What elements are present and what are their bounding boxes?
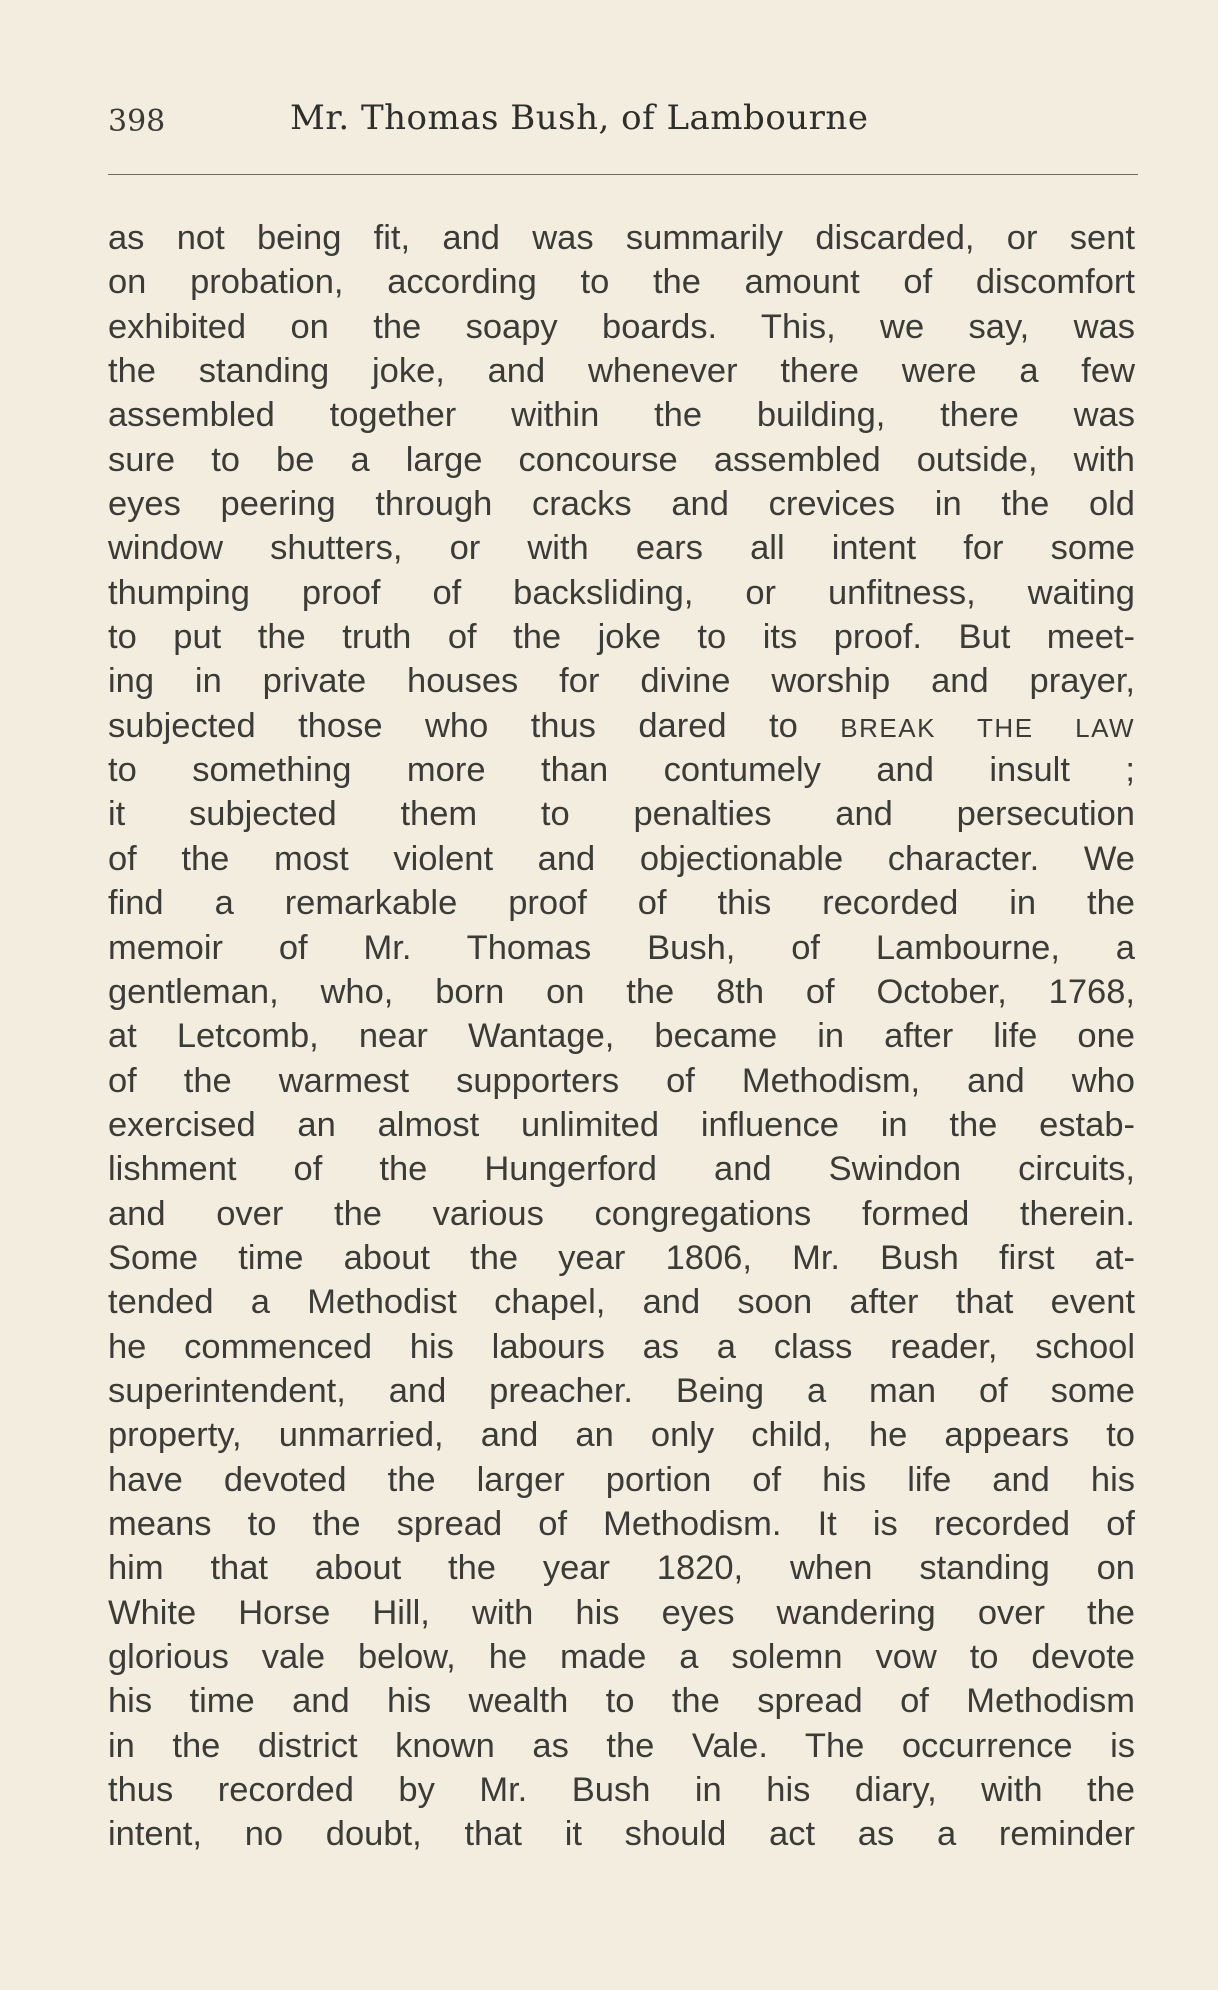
text-line: ing in private houses for divine worship and prayer, [108, 662, 1135, 701]
text-line: and over the various congregations formed therein. [108, 1194, 1135, 1233]
running-head: Mr. Thomas Bush, of Lambourne [290, 98, 869, 138]
page-number: 398 [108, 104, 166, 139]
text-line: means to the spread of Methodism. It is recorded of [108, 1504, 1135, 1543]
text-line: superintendent, and preacher. Being a man of some [108, 1371, 1135, 1410]
text-line: at Letcomb, near Wantage, became in after life one [108, 1017, 1135, 1056]
text-line: have devoted the larger portion of his life and his [108, 1460, 1135, 1499]
page-header [108, 96, 1138, 148]
text-line: it subjected them to penalties and persecution [108, 795, 1135, 834]
small-caps-phrase: BREAK THE LAW [840, 712, 1136, 743]
text-line: of the most violent and objectionable character. We [108, 839, 1135, 878]
text-line: lishment of the Hungerford and Swindon circuits, [108, 1150, 1135, 1189]
text-line: Some time about the year 1806, Mr. Bush first at- [108, 1238, 1135, 1277]
text-line: to something more than contumely and insult ; [108, 751, 1135, 790]
text-line: thus recorded by Mr. Bush in his diary, with the [108, 1771, 1135, 1810]
text-line: glorious vale below, he made a solemn vow to devote [108, 1638, 1135, 1676]
text-line: sure to be a large concourse assembled outside, with [108, 440, 1135, 479]
text-line: in the district known as the Vale. The occurrence is [108, 1726, 1135, 1765]
text-line: him that about the year 1820, when standing on [108, 1549, 1135, 1588]
text-line: as not being fit, and was summarily discarded, or sent [108, 219, 1135, 257]
text-line: to put the truth of the joke to its proof. But meet- [108, 618, 1135, 657]
text-line-with-small-caps [108, 704, 1135, 748]
text-line: he commenced his labours as a class reader, school [108, 1327, 1135, 1366]
text-line: find a remarkable proof of this recorded in the [108, 884, 1135, 923]
text-line: gentleman, who, born on the 8th of October, 1768, [108, 972, 1135, 1011]
text-line-start: subjected those who thus dared to [108, 706, 841, 745]
text-line: assembled together within the building, there was [108, 396, 1135, 435]
body-text [108, 216, 1135, 1857]
text-line: memoir of Mr. Thomas Bush, of Lambourne, a [108, 928, 1135, 967]
text-line: tended a Methodist chapel, and soon after that event [108, 1283, 1135, 1322]
header-rule [108, 174, 1138, 175]
text-line: on probation, according to the amount of discomfort [108, 263, 1135, 302]
text-line: window shutters, or with ears all intent for some [108, 529, 1135, 568]
text-line: the standing joke, and whenever there were a few [108, 352, 1135, 391]
text-line: eyes peering through cracks and crevices in the old [108, 485, 1135, 524]
text-line: White Horse Hill, with his eyes wandering over the [108, 1593, 1135, 1632]
text-line: his time and his wealth to the spread of Methodism [108, 1682, 1135, 1721]
text-line: exercised an almost unlimited influence in the estab- [108, 1105, 1135, 1144]
text-line: property, unmarried, and an only child, he appears to [108, 1416, 1135, 1455]
text-line: exhibited on the soapy boards. This, we say, was [108, 307, 1135, 346]
text-line: intent, no doubt, that it should act as a reminder [108, 1815, 1135, 1854]
text-line: of the warmest supporters of Methodism, and who [108, 1061, 1135, 1100]
text-line: thumping proof of backsliding, or unfitness, waiting [108, 573, 1135, 612]
